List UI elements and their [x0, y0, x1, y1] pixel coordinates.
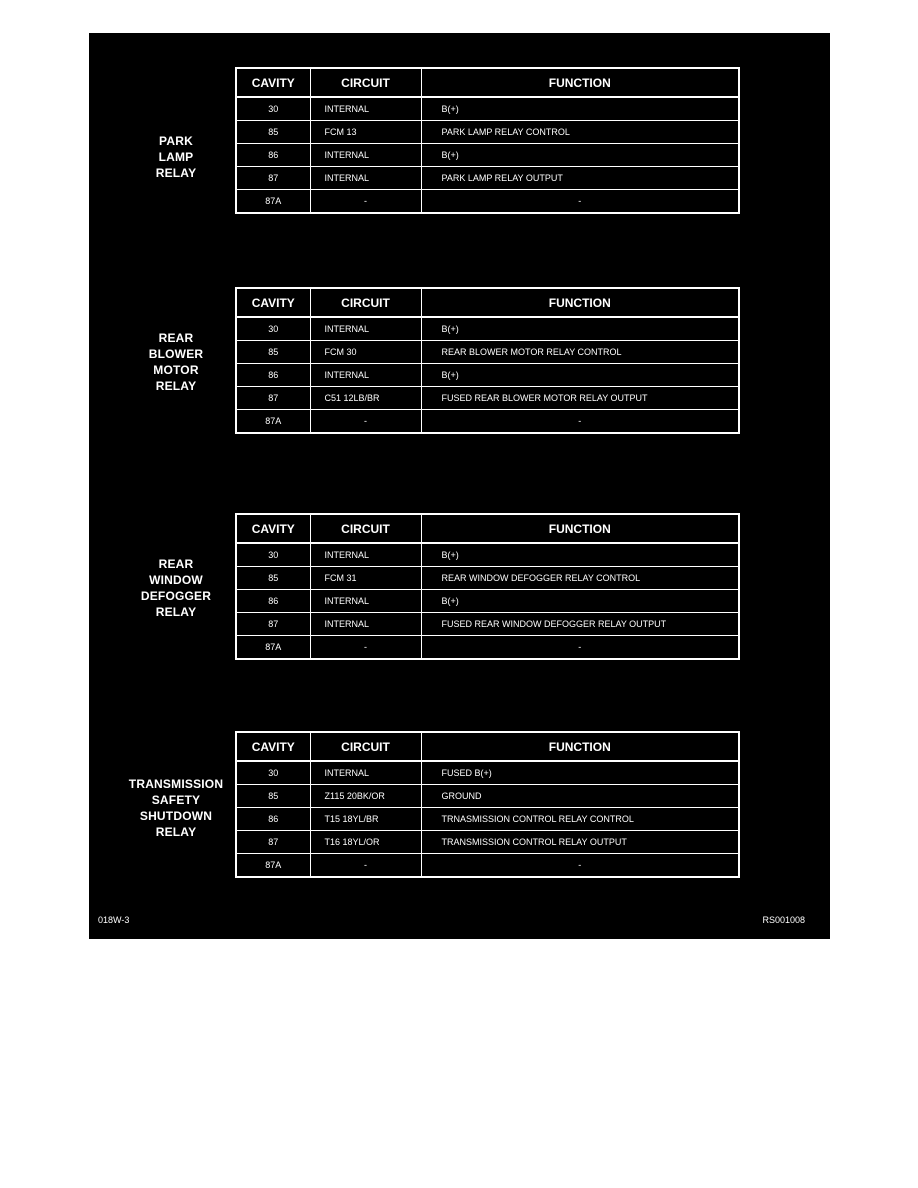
table-row — [236, 387, 739, 410]
cavity-table — [235, 731, 740, 878]
cavity-table — [235, 287, 740, 434]
function-cell: FUSED B(+) — [421, 761, 739, 785]
function-cell: B(+) — [421, 144, 739, 167]
table-header-row — [236, 732, 739, 761]
cavity-cell: 30 — [236, 317, 310, 341]
relay-label-line: REAR — [158, 331, 194, 345]
cavity-cell: 86 — [236, 808, 310, 831]
function-cell: - — [421, 854, 739, 878]
circuit-cell: INTERNAL — [310, 317, 421, 341]
cavity-cell: 85 — [236, 121, 310, 144]
cavity-cell: 87 — [236, 167, 310, 190]
function-cell: - — [421, 636, 739, 660]
function-cell: B(+) — [421, 364, 739, 387]
cavity-cell: 87 — [236, 613, 310, 636]
circuit-cell: C51 12LB/BR — [310, 387, 421, 410]
table-row — [236, 364, 739, 387]
relay-label — [101, 776, 251, 840]
function-cell: TRNASMISSION CONTROL RELAY CONTROL — [421, 808, 739, 831]
table-row — [236, 543, 739, 567]
relay-label-line: SAFETY — [151, 793, 201, 807]
function-cell: - — [421, 410, 739, 434]
function-cell: GROUND — [421, 785, 739, 808]
circuit-header: CIRCUIT — [310, 68, 421, 97]
circuit-cell: INTERNAL — [310, 590, 421, 613]
cavity-cell: 87A — [236, 190, 310, 214]
circuit-cell: FCM 30 — [310, 341, 421, 364]
function-cell: - — [421, 190, 739, 214]
circuit-cell: INTERNAL — [310, 613, 421, 636]
relay-label-line: LAMP — [158, 150, 194, 164]
relay-label — [101, 556, 251, 620]
table-header-row — [236, 288, 739, 317]
function-header: FUNCTION — [421, 514, 739, 543]
cavity-header: CAVITY — [236, 732, 310, 761]
table-row — [236, 97, 739, 121]
cavity-cell: 86 — [236, 364, 310, 387]
table-row — [236, 854, 739, 878]
relay-label-line: RELAY — [155, 825, 197, 839]
wiring-diagram-panel — [89, 33, 830, 939]
relay-label-line: MOTOR — [153, 363, 199, 377]
function-cell: PARK LAMP RELAY CONTROL — [421, 121, 739, 144]
function-cell: B(+) — [421, 317, 739, 341]
function-cell: PARK LAMP RELAY OUTPUT — [421, 167, 739, 190]
circuit-header: CIRCUIT — [310, 514, 421, 543]
table-row — [236, 341, 739, 364]
cavity-cell: 87 — [236, 831, 310, 854]
table-row — [236, 761, 739, 785]
table-row — [236, 121, 739, 144]
circuit-cell: INTERNAL — [310, 167, 421, 190]
circuit-cell: T15 18YL/BR — [310, 808, 421, 831]
table-row — [236, 190, 739, 214]
function-cell: REAR BLOWER MOTOR RELAY CONTROL — [421, 341, 739, 364]
cavity-cell: 86 — [236, 144, 310, 167]
function-cell: TRANSMISSION CONTROL RELAY OUTPUT — [421, 831, 739, 854]
cavity-cell: 85 — [236, 341, 310, 364]
table-row — [236, 144, 739, 167]
table-row — [236, 567, 739, 590]
circuit-header: CIRCUIT — [310, 732, 421, 761]
cavity-cell: 85 — [236, 785, 310, 808]
table-header-row — [236, 68, 739, 97]
circuit-cell: INTERNAL — [310, 543, 421, 567]
circuit-cell: - — [310, 854, 421, 878]
cavity-cell: 87A — [236, 854, 310, 878]
relay-label-line: WINDOW — [149, 573, 203, 587]
cavity-cell: 30 — [236, 761, 310, 785]
relay-label-line: TRANSMISSION — [128, 777, 224, 791]
cavity-cell: 30 — [236, 97, 310, 121]
table-row — [236, 636, 739, 660]
reference-number: RS001008 — [762, 915, 805, 925]
circuit-cell: INTERNAL — [310, 761, 421, 785]
table-row — [236, 167, 739, 190]
circuit-cell: INTERNAL — [310, 364, 421, 387]
figure-code: 018W-3 — [98, 915, 130, 925]
relay-label-line: RELAY — [155, 379, 197, 393]
relay-label — [101, 330, 251, 394]
table-row — [236, 808, 739, 831]
relay-label-line: PARK — [159, 134, 193, 148]
function-header: FUNCTION — [421, 288, 739, 317]
function-header: FUNCTION — [421, 732, 739, 761]
table-row — [236, 785, 739, 808]
relay-label-line: BLOWER — [148, 347, 204, 361]
cavity-header: CAVITY — [236, 68, 310, 97]
circuit-header: CIRCUIT — [310, 288, 421, 317]
circuit-cell: FCM 31 — [310, 567, 421, 590]
circuit-cell: INTERNAL — [310, 97, 421, 121]
cavity-cell: 87A — [236, 636, 310, 660]
table-row — [236, 590, 739, 613]
cavity-cell: 87 — [236, 387, 310, 410]
function-cell: FUSED REAR WINDOW DEFOGGER RELAY OUTPUT — [421, 613, 739, 636]
relay-label-line: REAR — [158, 557, 194, 571]
table-header-row — [236, 514, 739, 543]
function-cell: B(+) — [421, 543, 739, 567]
table-row — [236, 831, 739, 854]
function-cell: B(+) — [421, 97, 739, 121]
function-cell: FUSED REAR BLOWER MOTOR RELAY OUTPUT — [421, 387, 739, 410]
circuit-cell: - — [310, 636, 421, 660]
relay-label-line: RELAY — [155, 605, 197, 619]
circuit-cell: Z115 20BK/OR — [310, 785, 421, 808]
cavity-cell: 85 — [236, 567, 310, 590]
circuit-cell: INTERNAL — [310, 144, 421, 167]
table-row — [236, 317, 739, 341]
circuit-cell: T16 18YL/OR — [310, 831, 421, 854]
cavity-cell: 30 — [236, 543, 310, 567]
circuit-cell: - — [310, 190, 421, 214]
relay-label-line: DEFOGGER — [140, 589, 212, 603]
function-cell: B(+) — [421, 590, 739, 613]
relay-label — [101, 133, 251, 181]
relay-label-line: SHUTDOWN — [139, 809, 213, 823]
cavity-cell: 87A — [236, 410, 310, 434]
cavity-table — [235, 67, 740, 214]
table-row — [236, 410, 739, 434]
table-row — [236, 613, 739, 636]
relay-label-line: RELAY — [155, 166, 197, 180]
circuit-cell: FCM 13 — [310, 121, 421, 144]
function-header: FUNCTION — [421, 68, 739, 97]
cavity-cell: 86 — [236, 590, 310, 613]
circuit-cell: - — [310, 410, 421, 434]
cavity-header: CAVITY — [236, 514, 310, 543]
cavity-header: CAVITY — [236, 288, 310, 317]
cavity-table — [235, 513, 740, 660]
function-cell: REAR WINDOW DEFOGGER RELAY CONTROL — [421, 567, 739, 590]
